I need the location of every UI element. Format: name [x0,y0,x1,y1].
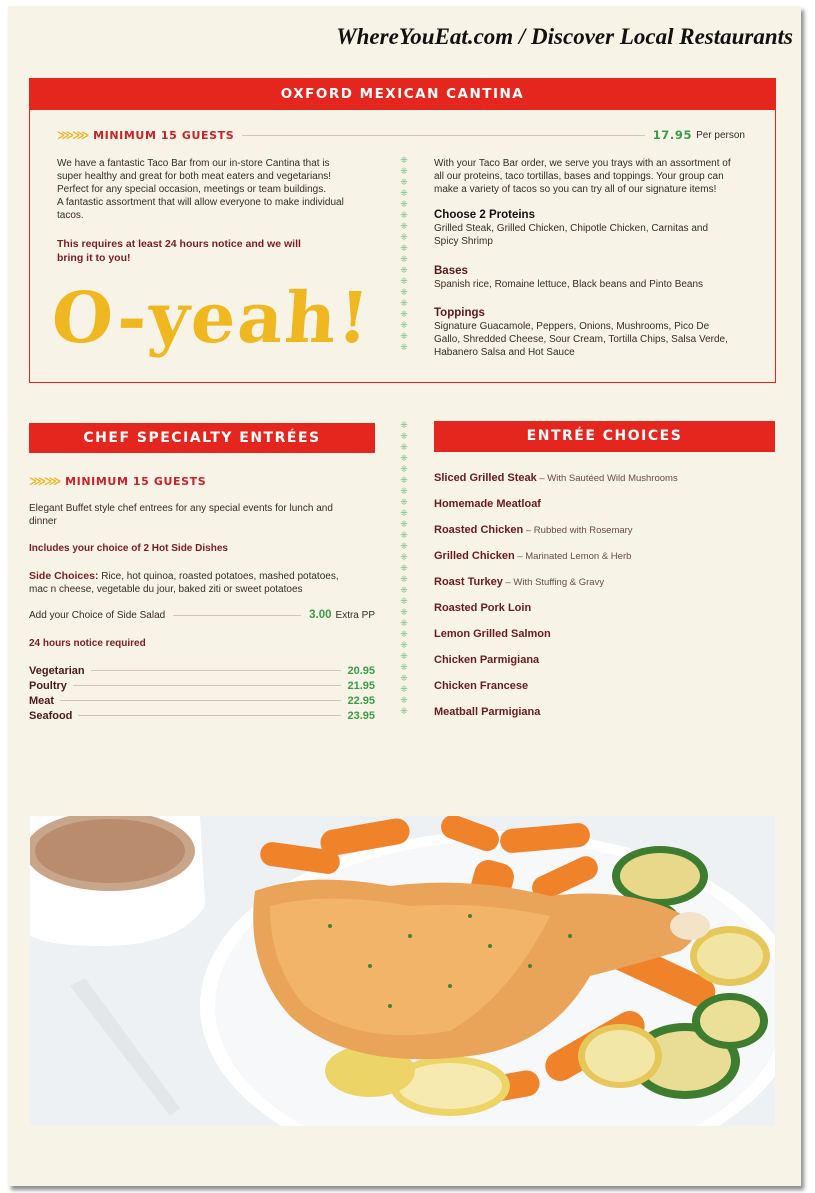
toppings-line: Gallo, Shredded Cheese, Sour Cream, Tortilla Chips, Salsa Verde, [434,334,728,345]
wheat-icon: ⋙⋙ [29,474,60,488]
price-value: 20.95 [347,664,375,677]
side-choices-label: Side Choices: [29,570,99,582]
entree-desc: – With Stuffing & Gravy [502,577,605,588]
entree-name: Chicken Francese [434,680,529,692]
wheat-icon: ⋙⋙ [57,128,88,142]
chef-minimum: MINIMUM 15 GUESTS [65,474,207,488]
desc-line: Perfect for any special occasion, meetings or team buildings. [57,184,327,195]
chef-price-list [29,663,375,723]
toppings-line: Habanero Salsa and Hot Sauce [434,347,575,358]
entree-name: Roast Turkey [434,576,503,588]
price-value: 23.95 [347,709,375,722]
entree-desc: – Rubbed with Rosemary [523,525,633,536]
entree-name: Grilled Chicken [434,550,515,562]
leader-line [242,135,644,136]
o-yeah-slogan: O-yeah! [49,276,374,359]
cantina-price-unit: Per person [696,129,745,141]
side-salad-label: Add your Choice of Side Salad [29,609,166,621]
proteins-section [434,209,764,248]
notice-line: bring it to you! [57,252,131,264]
chef-includes: Includes your choice of 2 Hot Side Dishes [29,543,228,554]
price-label: Poultry [29,679,67,692]
bases-section [434,265,764,291]
entree-item [434,472,678,484]
leader-line [91,670,342,671]
chef-minimum-row [29,474,374,488]
entree-desc: – Marinated Lemon & Herb [514,551,632,562]
chef-divider: ⁜ ⁜ ⁜ ⁜ ⁜ ⁜ ⁜ ⁜ ⁜ ⁜ ⁜ ⁜ ⁜ ⁜ ⁜ ⁜ ⁜ ⁜ ⁜ ⁜ ⁜ ⁜ ⁜ ⁜ ⁜ ⁜ ⁜ [400,420,408,716]
desc-line: dinner [29,516,57,527]
desc-line: We have a fantastic Taco Bar from our in-store Cantina that is [57,158,330,169]
proteins-title: Choose 2 Proteins [434,209,535,221]
cantina-divider: ⁜ ⁜ ⁜ ⁜ ⁜ ⁜ ⁜ ⁜ ⁜ ⁜ ⁜ ⁜ ⁜ ⁜ ⁜ ⁜ ⁜ ⁜ [400,155,408,352]
entree-name: Roasted Pork Loin [434,602,532,614]
entree-name: Homemade Meatloaf [434,498,541,510]
leader-line [173,615,301,616]
entree-name: Lemon Grilled Salmon [434,628,551,640]
toppings-title: Toppings [434,307,485,319]
price-label: Meat [29,694,55,707]
entree-name: Roasted Chicken [434,524,524,536]
cantina-notice [57,237,387,265]
entree-item [434,602,531,614]
intro-line: make a variety of tacos so you can try all of our signature items! [434,184,717,195]
intro-line: all our proteins, taco tortillas, bases and toppings. Your group can [434,171,724,182]
price-value: 22.95 [347,694,375,707]
price-value: 21.95 [347,679,375,692]
entree-desc: – With Sautéed Wild Mushrooms [536,473,678,484]
toppings-line: Signature Guacamole, Peppers, Onions, Mushrooms, Pico De [434,321,710,332]
entrees-title: ENTRÉE CHOICES [434,421,775,452]
desc-line: super healthy and great for both meat eaters and vegetarians! [57,171,332,182]
price-label: Vegetarian [29,664,85,677]
entree-item [434,498,541,510]
bases-line: Spanish rice, Romaine lettuce, Black beans and Pinto Beans [434,279,704,290]
cantina-price: 17.95 [652,128,693,142]
proteins-line: Grilled Steak, Grilled Chicken, Chipotle Chicken, Carnitas and [434,223,709,234]
side-choices-text: Rice, hot quinoa, roasted potatoes, mashed potatoes, [98,571,339,582]
entree-item [434,654,539,666]
entree-item [434,550,631,562]
desc-line: Elegant Buffet style chef entrees for any special events for lunch and [29,503,333,514]
cantina-description [57,157,387,222]
entree-name: Chicken Parmigiana [434,654,540,666]
entree-name: Meatball Parmigiana [434,706,541,718]
proteins-line: Spicy Shrimp [434,236,493,247]
cantina-minimum: MINIMUM 15 GUESTS [93,128,235,142]
price-row [29,708,375,723]
entree-item [434,706,540,718]
side-salad-row [29,609,375,621]
chef-notice: 24 hours notice required [29,638,146,649]
price-row [29,678,375,693]
price-row [29,693,375,708]
cantina-title: OXFORD MEXICAN CANTINA [29,78,776,110]
leader-line [73,685,342,686]
toppings-section [434,307,764,359]
notice-line: This requires at least 24 hours notice and we will [57,238,301,250]
food-photo [30,816,775,1126]
entree-item [434,524,633,536]
desc-line: A fantastic assortment that will allow everyone to make individual [57,197,344,208]
leader-line [60,700,341,701]
chef-title: CHEF SPECIALTY ENTRÉES [29,423,375,453]
desc-line: tacos. [57,210,84,221]
leader-line [78,715,341,716]
entree-item [434,576,604,588]
side-salad-unit: Extra PP [335,609,375,621]
price-label: Seafood [29,709,73,722]
roast-chicken-illustration [30,816,775,1126]
side-choices-text: mac n cheese, vegetable du jour, baked ziti or sweet potatoes [29,584,303,595]
intro-line: With your Taco Bar order, we serve you trays with an assortment of [434,158,731,169]
cantina-intro [434,157,754,196]
price-row [29,663,375,678]
entree-name: Sliced Grilled Steak [434,472,537,484]
entree-item [434,628,551,640]
chef-description [29,502,379,528]
bases-title: Bases [434,265,468,277]
site-header: WhereYouEat.com / Discover Local Restaurants [336,24,793,49]
side-salad-price: 3.00 [309,609,332,621]
side-choices [29,570,379,596]
entree-item [434,680,528,692]
cantina-minimum-row [57,128,745,142]
